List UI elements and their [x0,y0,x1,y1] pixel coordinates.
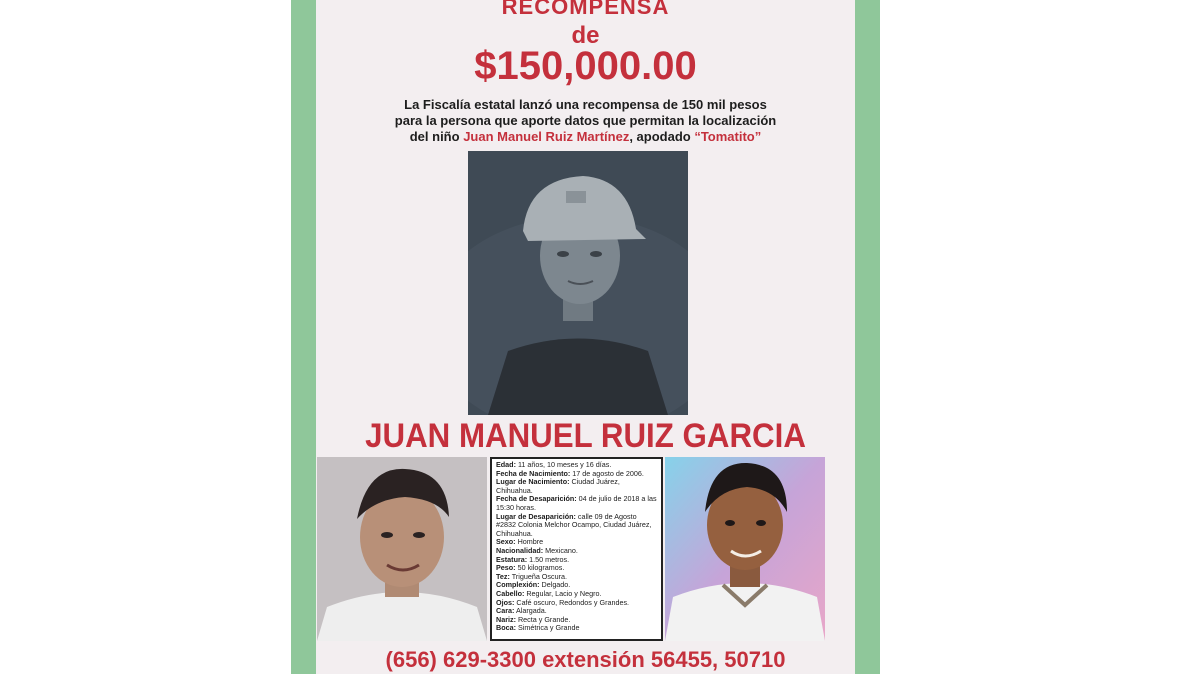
intro-line-3-pre: del niño [409,129,464,144]
detail-label: Estatura: [496,554,528,564]
intro-nickname: “Tomatito” [694,129,762,144]
detail-value: calle 09 de Agosto #2832 Colonia Melchor Ocampo, Ciudad Juárez, Chihuahua. [496,511,652,538]
intro-child-name: Juan Manuel Ruiz Martínez [463,129,630,144]
detail-row [496,624,657,633]
intro-line-1: La Fiscalía estatal lanzó una recompensa de 150 mil pesos [404,97,767,112]
detail-label: Edad: [496,460,516,469]
detail-label: Peso: [496,563,516,573]
left-photo-portrait [317,457,487,641]
reward-connector: de [571,22,600,49]
reward-title: RECOMPENSA [501,0,670,19]
main-photo [468,151,688,415]
missing-person-poster [316,0,855,674]
detail-value: 17 de agosto de 2006. [570,468,644,478]
detail-label: Cara: [496,606,515,616]
detail-value: Hombre [515,537,544,547]
detail-value: Alargada. [514,606,547,616]
detail-row [496,478,657,495]
detail-label: Sexo: [496,537,516,547]
detail-label: Cabello: [496,588,525,598]
detail-label: Lugar de Desaparición: [496,511,576,521]
reward-amount: $150,000.00 [474,44,697,88]
detail-label: Boca: [496,623,516,633]
detail-value: Delgado. [539,580,571,590]
intro-line-3-mid: , apodado [629,129,695,144]
intro-text [336,97,835,145]
detail-value: Regular, Lacio y Negro. [524,588,602,598]
detail-label: Nariz: [496,614,516,624]
intro-line-2: para la persona que aporte datos que permitan la localización [394,113,777,128]
detail-label: Ojos: [496,597,515,607]
detail-label: Fecha de Desaparición: [496,494,577,504]
detail-label: Complexión: [496,580,540,590]
contact-phone: (656) 629-3300 extensión 56455, 50710 [385,647,786,672]
intro-line-3 [336,129,835,145]
detail-row [496,495,657,512]
detail-value: Mexicano. [543,545,578,555]
detail-label: Fecha de Nacimiento: [496,468,571,478]
detail-value: 1.50 metros. [527,554,570,564]
detail-value: 11 años, 10 meses y 16 días. [515,460,612,469]
detail-value: 04 de julio de 2018 a las 15:30 horas. [496,494,657,512]
detail-value: Trigueña Oscura. [509,571,567,581]
detail-row [496,513,657,539]
detail-value: Café oscuro, Redondos y Grandes. [514,597,630,607]
detail-value: Ciudad Juárez, Chihuahua. [496,477,620,495]
detail-value: Simétrica y Grande [515,623,580,633]
child-name: JUAN MANUEL RUIZ GARCIA [365,417,806,455]
detail-label: Tez: [496,571,510,581]
photo-right [665,457,825,641]
photo-left [317,457,487,641]
detail-value: Recta y Grande. [515,614,571,624]
detail-label: Lugar de Nacimiento: [496,477,570,487]
detail-value: 50 kilogramos. [515,563,565,573]
details-box [490,457,663,641]
detail-label: Nacionalidad: [496,545,544,555]
right-photo-portrait [665,457,825,641]
main-photo-portrait [468,151,688,415]
